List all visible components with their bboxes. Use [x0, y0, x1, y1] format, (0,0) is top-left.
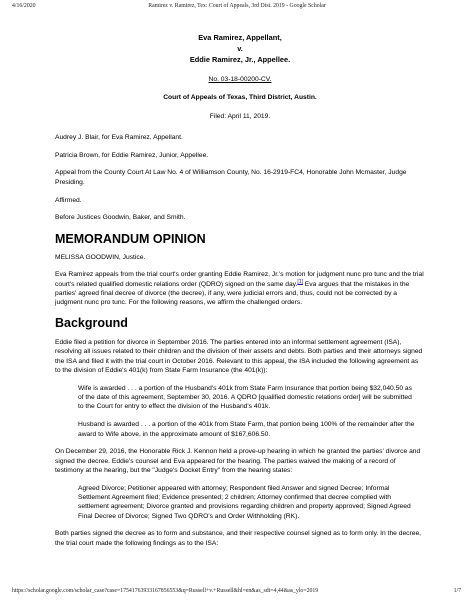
- background-heading: Background: [55, 316, 128, 331]
- opinion-heading: MEMORANDUM OPINION: [55, 231, 206, 246]
- block-quote: Husband is awarded . . . a portion of the 401k from State Farm, that portion being 100% of the remainder after the award to Wife above, in the approximate amount of $167,606.50.: [78, 421, 415, 438]
- print-header: [0, 3, 474, 13]
- opinion-author: MELISSA GOODWIN, Justice.: [55, 253, 146, 261]
- case-info: [55, 133, 425, 223]
- background-paragraph: Eddie filed a petition for divorce in September 2016. The parties entered into an informal settlement agreement (ISA), resolving all issues related to their children and the division of their assets and debts. Both parties and their attorneys signed the ISA and filed it with the trial court in October 2016. Relevant to this appeal, the ISA included the following agreement as to the division of Eddie's 401(k) from State Farm Insurance (the 401(k)):: [55, 339, 423, 375]
- background-paragraph: Both parties signed the decree as to form and substance, and their respective counsel signed as to form only. In the decree, the trial court made the following findings as to the ISA:: [55, 530, 422, 547]
- block-quote: Agreed Divorce; Petitioner appeared with attorney; Respondent filed Answer and signed Decree; Informal Settlement Agreement filed; Evidence presented; 2 children; Attorney confirmed that decree complied with settlement agreement; Divorce granted and provisions regarding children and property approved; Signed Agreed Final Decree of Divorce; Signed Two QDRO's and Order Withholding (RK).: [78, 484, 411, 520]
- disposition: Affirmed.: [55, 196, 82, 204]
- appeal-origin: Appeal from the County Court At Law No. 4 of Williamson County, No. 16-2919-FC4, Honorable John Mcmaster, Judge Presiding.: [55, 169, 407, 186]
- appellee-name: Eddie Ramirez, Jr., Appellee.: [189, 55, 291, 64]
- footnote-link[interactable]: [1]: [297, 278, 303, 285]
- appellant-name: Eva Ramirez, Appellant,: [198, 33, 282, 42]
- background-paragraph: On December 29, 2016, the Honorable Rick J. Kennon held a prove-up hearing in which he granted the parties' divorce and signed the decree. Eddie's counsel and Eva appeared for the hearing. The parties waived the making of a record of testimony at the hearing, but the "Judge's Docket Entry" from the hearing states:: [55, 448, 421, 474]
- page-number: 1/7: [453, 588, 461, 594]
- case-caption: [55, 32, 425, 121]
- print-date: 4/16/2020: [12, 3, 36, 9]
- print-title: Ramirez v. Ramirez, Tex: Court of Appeals, 3rd Dist. 2019 - Google Scholar: [148, 3, 326, 9]
- docket-number: No. 03-18-00200-CV.: [208, 76, 272, 83]
- opinion-intro: [55, 270, 425, 307]
- panel: Before Justices Goodwin, Baker, and Smith.: [55, 214, 186, 222]
- document-body: [55, 30, 425, 557]
- appellant-counsel: Audrey J. Blair, for Eva Ramirez, Appellant.: [55, 133, 183, 141]
- filed-date: Filed: April 11, 2019.: [209, 112, 271, 120]
- print-footer: [0, 588, 474, 598]
- page-url: https://scholar.google.com/scholar_case?case=17541763933167856553&q=Russell+v.+Russell&hl=en&as_sdt=4,44&as_ylo=2019: [12, 588, 319, 594]
- intro-text: Eva Ramirez appeals from the trial court's order granting Eddie Ramirez, Jr.'s motion for judgment nunc pro tunc and the trial court's related qualified domestic relations order (QDRO) signed on the same day.: [55, 271, 424, 288]
- versus: v.: [237, 44, 243, 53]
- appellee-counsel: Patricia Brown, for Eddie Ramirez, Junior, Appellee.: [55, 151, 209, 159]
- intro-text-cont: Eva argues that the mistakes in the parties' agreed final decree of divorce (the decree), if any, were judicial errors and, thus, could not be corrected by a judgment nunc pro tunc. For the following reasons, we affirm the challenged orders.: [55, 280, 410, 307]
- block-quote: Wife is awarded . . . a portion of the Husband's 401k from State Farm Insurance that portion being $32,040.50 as of the date of this agreement, September 30, 2016. A QDRO [qualified domestic relations order] will be submitted to the Court for entry to effect the division of the Husband's 401k.: [78, 384, 412, 411]
- court-name: Court of Appeals of Texas, Third District, Austin.: [163, 94, 317, 102]
